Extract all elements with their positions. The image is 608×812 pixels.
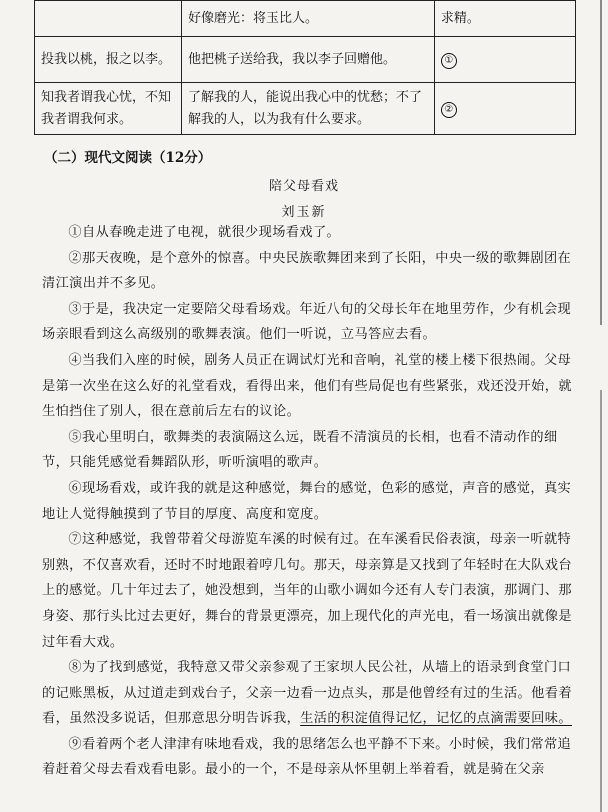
paragraph-3: ③于是，我决定一定要陪父母看场戏。年近八旬的父母长年在地里劳作，少有机会现场亲眼看到这么高级别的歌舞表演。他们一听说，立马答应去看。 bbox=[42, 301, 572, 343]
table-row bbox=[35, 1, 576, 37]
blank-marker-1: ① bbox=[441, 53, 457, 69]
scan-edge-line bbox=[600, 0, 602, 812]
paragraph-4: ④当我们入座的时候，剧务人员正在调试灯光和音响，礼堂的楼上楼下很热闹。父母是第一次坐在这么好的礼堂看戏，看得出来，他们有些局促也有些紧张，戏还没开始，就生怕挡住了别人，很在意前后左右的议论。 bbox=[42, 352, 572, 420]
paragraph-7: ⑦这种感觉，我曾带着父母游览车溪的时候有过。在车溪看民俗表演，母亲一听就特别熟，不仅喜欢看，还时不时地跟着哼几句。那天，母亲算是又找到了年轻时在大队戏台上的感觉。几十年过去了，她没想到，当年的山歌小调如今还有人专门表演，那调门、那身姿、那行头比过去更好，舞台的背景更漂亮，加上现代化的声光电，看一场演出就像是过年看大戏。 bbox=[42, 532, 572, 650]
section-heading: （二）现代文阅读（12分） bbox=[44, 150, 212, 166]
paragraph-9: ⑨看着两个老人津津有味地看戏，我的思绪怎么也平静不下来。小时候，我们常常追着赶着父母去看戏看电影。最小的一个，不是母亲从怀里朝上举着看，就是骑在父亲 bbox=[42, 736, 572, 778]
underlined-sentence: 生活的积淀值得记忆，记忆的点滴需要回味。 bbox=[300, 711, 572, 727]
paragraph-8 bbox=[42, 655, 572, 732]
table-cell-original: 知我者谓我心忧，不知我者谓我何求。 bbox=[35, 83, 182, 135]
quotes-table bbox=[34, 0, 576, 135]
table-cell-meaning bbox=[434, 37, 575, 83]
table-cell-translation: 了解我的人，能说出我心中的忧愁；不了解我的人，以为我有什么要求。 bbox=[181, 83, 434, 135]
table-cell-meaning: 求精。 bbox=[434, 1, 575, 37]
table-cell-translation: 好像磨光：将玉比人。 bbox=[181, 1, 434, 37]
table-cell-meaning bbox=[434, 83, 575, 135]
table-row bbox=[35, 37, 576, 83]
table-cell-translation: 他把桃子送给我，我以李子回赠他。 bbox=[181, 37, 434, 83]
table-row bbox=[35, 83, 576, 135]
essay-title: 陪父母看戏 bbox=[268, 179, 339, 194]
blank-marker-2: ② bbox=[441, 102, 457, 118]
essay-author: 刘玉新 bbox=[281, 205, 327, 220]
paragraph-1: ①自从春晚走进了电视，就很少现场看戏了。 bbox=[68, 225, 341, 240]
essay-body bbox=[42, 220, 572, 783]
table-cell-original bbox=[35, 1, 182, 37]
paragraph-6: ⑥现场看戏，或许我的就是这种感觉，舞台的感觉，色彩的感觉，声音的感觉，真实地让人觉得触摸到了节目的厚度、高度和宽度。 bbox=[42, 480, 572, 522]
table-cell-original: 投我以桃，报之以李。 bbox=[35, 37, 182, 83]
paragraph-2: ②那天夜晚，是个意外的惊喜。中央民族歌舞团来到了长阳，中央一级的歌舞剧团在清江演出并不多见。 bbox=[42, 250, 572, 292]
paragraph-5: ⑤我心里明白，歌舞类的表演隔这么远，既看不清演员的长相，也看不清动作的细节，只能凭感觉看舞蹈队形，听听演唱的歌声。 bbox=[42, 429, 558, 471]
paragraph-8-text: ⑧为了找到感觉，我特意又带父亲参观了王家坝人民公社，从墙上的语录到食堂门口的记账黑板，从过道走到戏台子，父亲一边看一边点头，那是他曾经有过的生活。他看着看，虽然没多说话，但那意思分明告诉我， bbox=[42, 660, 572, 727]
